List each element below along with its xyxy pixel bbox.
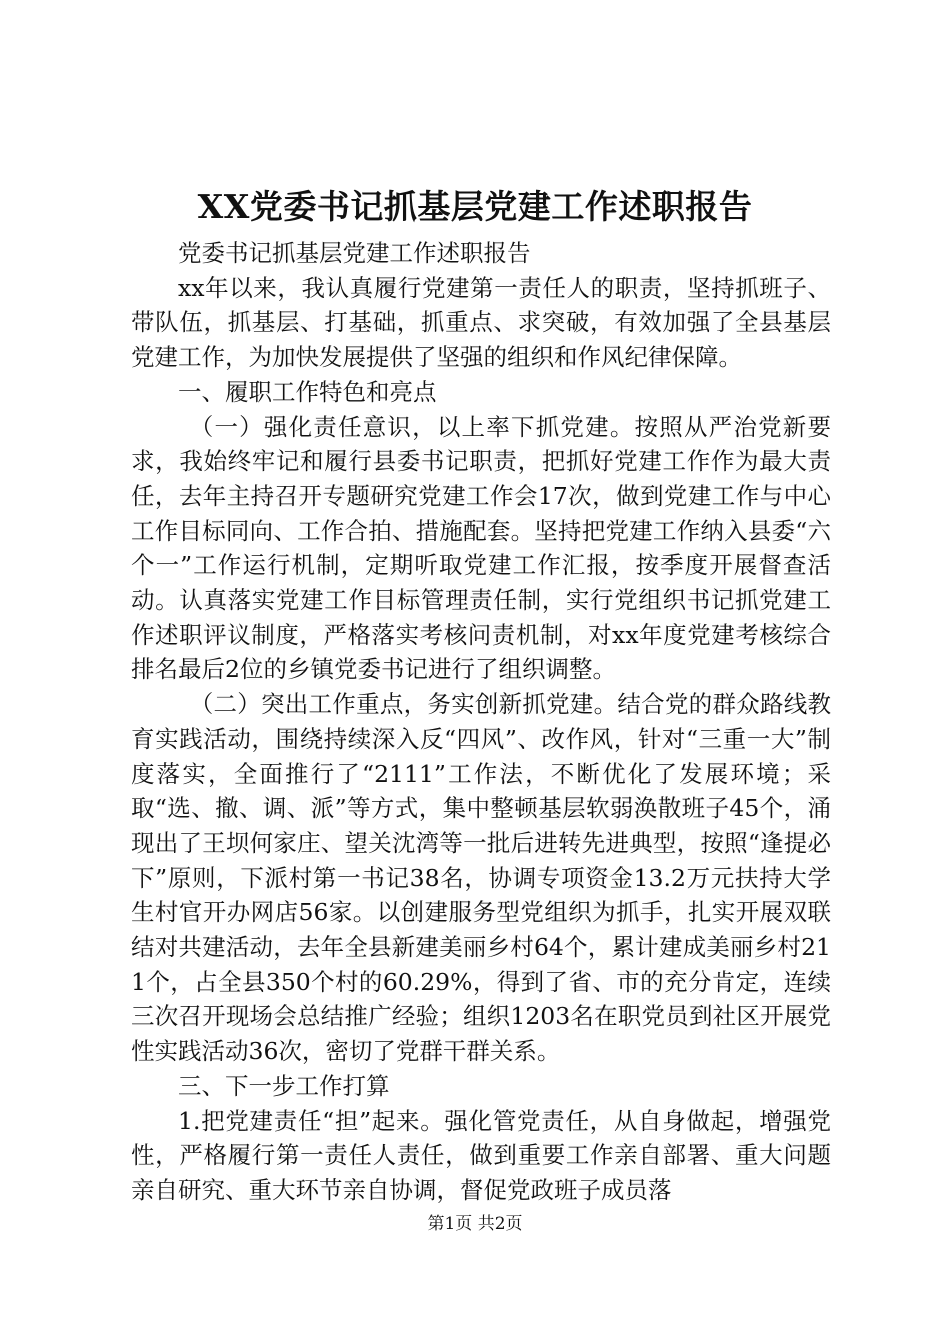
- paragraph-subtitle: 党委书记抓基层党建工作述职报告: [178, 239, 531, 267]
- document-title: XX党委书记抓基层党建工作述职报告: [197, 187, 753, 226]
- paragraph-plan-1: 1.把党建责任“担”起来。强化管党责任，从自身做起，增强党性，严格履行第一责任人责任，做到重要工作亲自部署、重大问题亲自研究、重大环节亲自协调，督促党政班子成员落: [131, 1106, 831, 1204]
- paragraph-section-1-part-2: （二）突出工作重点，务实创新抓党建。结合党的群众路线教育实践活动，围绕持续深入反“四风”、改作风，针对“三重一大”制度落实，全面推行了“2111”工作法，不断优化了发展环境；采取“选、撤、调、派”等方式，集中整顿基层软弱涣散班子45个，涌现出了王坝何家庄、望关沈湾等一批后进转先进典型，按照“逢提必下”原则，下派村第一书记38名，协调专项资金13.2万元扶持大学生村官开办网店56家。以创建服务型党组织为抓手，扎实开展双联结对共建活动，去年全县新建美丽乡村64个，累计建成美丽乡村211个，占全县350个村的60.29%，得到了省、市的充分肯定，连续三次召开现场会总结推广经验；组织1203名在职党员到社区开展党性实践活动36次，密切了党群干群关系。: [131, 690, 831, 1066]
- page-footer: 第1页 共2页: [427, 1214, 523, 1234]
- section-heading-1: 一、履职工作特色和亮点: [178, 377, 437, 406]
- paragraph-intro: xx年以来，我认真履行党建第一责任人的职责，坚持抓班子、带队伍，抓基层、打基础，抓重点、求突破，有效加强了全县基层党建工作，为加快发展提供了坚强的组织和作风纪律保障。: [131, 273, 831, 372]
- paragraph-section-1-part-1: （一）强化责任意识，以上率下抓党建。按照从严治党新要求，我始终牢记和履行县委书记职责，把抓好党建工作作为最大责任，去年主持召开专题研究党建工作会17次，做到党建工作与中心工作目标同向、工作合拍、措施配套。坚持把党建工作纳入县委“六个一”工作运行机制，定期听取党建工作汇报，按季度开展督查活动。认真落实党建工作目标管理责任制，实行党组织书记抓党建工作述职评议制度，严格落实考核问责机制，对xx年度党建考核综合排名最后2位的乡镇党委书记进行了组织调整。: [131, 412, 831, 684]
- document-body: [131, 236, 831, 1208]
- section-heading-3: 三、下一步工作打算: [178, 1071, 390, 1100]
